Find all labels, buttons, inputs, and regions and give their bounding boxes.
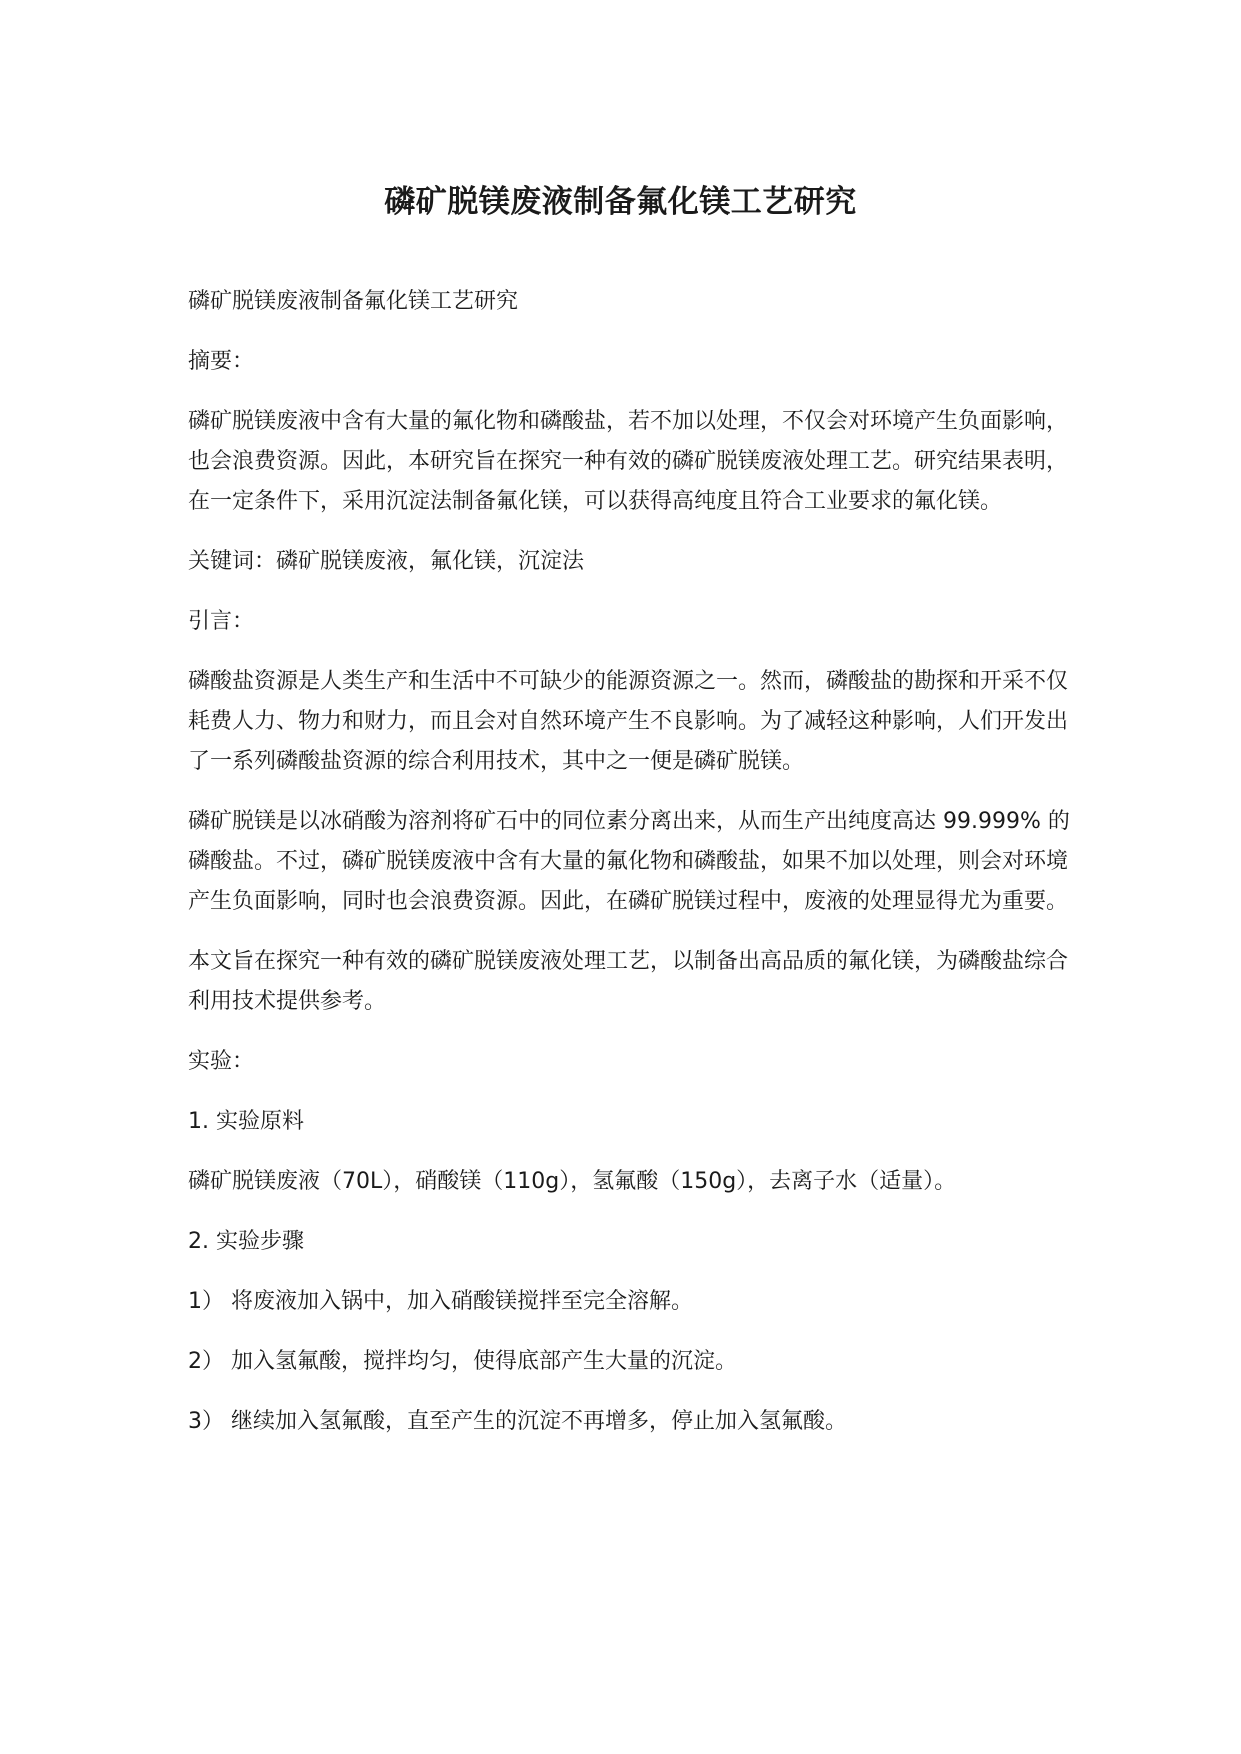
introduction-heading: 引言： <box>188 609 255 634</box>
step-3: 3） 继续加入氢氟酸，直至产生的沉淀不再增多，停止加入氢氟酸。 <box>188 1409 847 1434</box>
keywords-paragraph: 关键词：磷矿脱镁废液，氟化镁，沉淀法 <box>188 549 585 574</box>
materials-paragraph: 磷矿脱镁废液（70L），硝酸镁（110g），氢氟酸（150g），去离子水（适量）。 <box>188 1169 957 1194</box>
subtitle-paragraph: 磷矿脱镁废液制备氟化镁工艺研究 <box>188 289 519 314</box>
materials-heading: 1. 实验原料 <box>188 1109 304 1134</box>
document-title: 磷矿脱镁废液制备氟化镁工艺研究 <box>384 184 857 220</box>
experiment-heading: 实验： <box>188 1049 255 1074</box>
step-2: 2） 加入氢氟酸，搅拌均匀，使得底部产生大量的沉淀。 <box>188 1349 737 1374</box>
abstract-paragraph: 磷矿脱镁废液中含有大量的氟化物和磷酸盐，若不加以处理，不仅会对环境产生负面影响，也会浪费资源。因此，本研究旨在探究一种有效的磷矿脱镁废液处理工艺。研究结果表明，在一定条件下，采用沉淀法制备氟化镁，可以获得高纯度且符合工业要求的氟化镁。 <box>188 409 1069 514</box>
steps-heading: 2. 实验步骤 <box>188 1229 304 1254</box>
introduction-paragraph-1: 磷酸盐资源是人类生产和生活中不可缺少的能源资源之一。然而，磷酸盐的勘探和开采不仅耗费人力、物力和财力，而且会对自然环境产生不良影响。为了减轻这种影响，人们开发出了一系列磷酸盐资源的综合利用技术，其中之一便是磷矿脱镁。 <box>188 669 1069 774</box>
step-1: 1） 将废液加入锅中，加入硝酸镁搅拌至完全溶解。 <box>188 1289 693 1314</box>
introduction-paragraph-3: 本文旨在探究一种有效的磷矿脱镁废液处理工艺，以制备出高品质的氟化镁，为磷酸盐综合利用技术提供参考。 <box>188 949 1069 1014</box>
introduction-paragraph-2: 磷矿脱镁是以冰硝酸为溶剂将矿石中的同位素分离出来，从而生产出纯度高达 99.999% 的磷酸盐。不过，磷矿脱镁废液中含有大量的氟化物和磷酸盐，如果不加以处理，则会对环境产生负面影响，同时也会浪费资源。因此，在磷矿脱镁过程中，废液的处理显得尤为重要。 <box>188 809 1070 914</box>
abstract-heading: 摘要： <box>188 349 255 374</box>
document-body <box>188 282 1088 1462</box>
